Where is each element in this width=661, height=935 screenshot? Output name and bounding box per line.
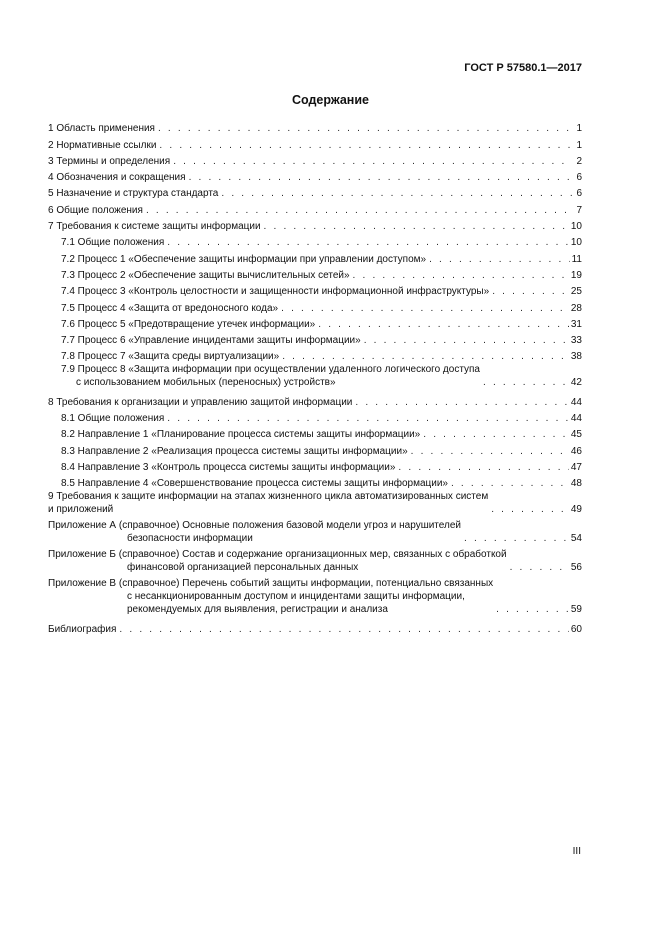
- toc-entry-label: [48, 490, 488, 516]
- toc-entry[interactable]: [48, 119, 582, 135]
- toc-entry-label: [61, 253, 426, 266]
- toc-entry[interactable]: [48, 315, 582, 331]
- toc-entry-page: 11: [571, 253, 582, 265]
- toc-leader-dots: [464, 532, 569, 545]
- toc-leader-dots: [167, 412, 569, 425]
- toc-entry-page: 10: [570, 237, 582, 249]
- toc-leader-dots: [423, 428, 569, 441]
- toc-entry-title: 9 Требования к защите информации на этапах жизненного цикла автоматизированных систем: [48, 491, 489, 503]
- toc-entry[interactable]: [48, 217, 582, 233]
- toc-entry[interactable]: [48, 409, 582, 425]
- toc-entry-label: [48, 122, 155, 135]
- toc-entry-title: 8.1 Общие положения: [61, 413, 165, 425]
- toc-entry[interactable]: [48, 548, 582, 577]
- toc-entry-label: [61, 269, 350, 282]
- toc-leader-dots: [483, 376, 569, 389]
- toc-entry-title: Приложение А (справочное) Основные положения базовой модели угроз и нарушителей: [48, 520, 461, 532]
- toc-entry-label: [48, 139, 156, 152]
- toc-entry-page: 25: [570, 286, 582, 298]
- toc-entry[interactable]: [48, 168, 582, 184]
- toc-entry-title: 8.5 Направление 4 «Совершенствование процесса системы защиты информации»: [61, 478, 448, 490]
- toc-entry-page: 48: [570, 478, 582, 490]
- toc-leader-dots: [491, 503, 569, 516]
- toc-entry-label: [48, 623, 116, 636]
- toc-entry[interactable]: [48, 200, 582, 216]
- toc-entry-title-continuation: и приложений: [48, 504, 114, 516]
- toc-entry-title: Приложение Б (справочное) Состав и содержание организационных мер, связанных с обработкой: [48, 549, 507, 561]
- toc-entry-title: 7.9 Процесс 8 «Защита информации при осуществлении удаленного логического доступа: [61, 364, 480, 376]
- toc-entry-page: 6: [576, 172, 582, 184]
- toc-leader-dots: [119, 623, 568, 636]
- toc-entry-page: 42: [570, 377, 582, 389]
- toc-entry-page: 44: [570, 413, 582, 425]
- toc-leader-dots: [189, 171, 572, 184]
- toc-entry[interactable]: [48, 282, 582, 298]
- toc-entry-label: [48, 171, 186, 184]
- toc-leader-dots: [429, 253, 570, 266]
- toc-leader-dots: [353, 269, 569, 282]
- toc-entry-title: 7.6 Процесс 5 «Предотвращение утечек информации»: [61, 318, 316, 330]
- toc-entry[interactable]: [48, 233, 582, 249]
- toc-entry[interactable]: [48, 519, 582, 548]
- toc-entry-page: 59: [570, 604, 582, 616]
- toc-entry-label: [61, 363, 480, 389]
- toc-entry-label: [48, 548, 507, 574]
- toc-entry-title: 8.4 Направление 3 «Контроль процесса системы защиты информации»: [61, 461, 396, 473]
- toc-entry-label: [61, 350, 279, 363]
- toc-entry-label: [48, 519, 461, 545]
- toc-leader-dots: [451, 477, 569, 490]
- toc-entry-title-continuation: с использованием мобильных (переносных) устройств»: [76, 377, 336, 389]
- toc-entry-title-continuation: рекомендуемых для выявления, регистрации и анализа: [127, 604, 388, 616]
- toc-entry-title: 2 Нормативные ссылки: [48, 139, 157, 151]
- toc-entry[interactable]: [48, 490, 582, 519]
- toc-leader-dots: [411, 445, 569, 458]
- toc-entry-label: [61, 285, 489, 298]
- toc-leader-dots: [318, 318, 569, 331]
- toc-entry-title: 1 Область применения: [48, 123, 155, 135]
- toc-entry-title: 3 Термины и определения: [48, 155, 171, 167]
- toc-entry-label: [61, 477, 448, 490]
- toc-entry-label: [61, 318, 315, 331]
- toc-entry-title: 4 Обозначения и сокращения: [48, 172, 186, 184]
- toc-entry[interactable]: [48, 474, 582, 490]
- toc-entry[interactable]: [48, 619, 582, 635]
- toc-entry[interactable]: [48, 441, 582, 457]
- toc-entry[interactable]: [48, 363, 582, 392]
- table-of-contents: [48, 119, 582, 636]
- toc-entry-title: Библиография: [48, 623, 117, 635]
- toc-entry[interactable]: [48, 347, 582, 363]
- toc-entry-page: 44: [570, 396, 582, 408]
- toc-entry-label: [48, 577, 493, 616]
- toc-leader-dots: [364, 334, 569, 347]
- toc-leader-dots: [159, 139, 572, 152]
- toc-entry-title: 8 Требования к организации и управлению защитой информации: [48, 396, 353, 408]
- toc-leader-dots: [167, 236, 569, 249]
- toc-leader-dots: [158, 122, 572, 135]
- toc-entry-page: 19: [570, 269, 582, 281]
- toc-leader-dots: [173, 155, 572, 168]
- toc-entry-label: [48, 187, 218, 200]
- toc-entry-label: [61, 412, 164, 425]
- toc-entry-title-continuation: безопасности информации: [127, 533, 253, 545]
- toc-entry-title: 7.2 Процесс 1 «Обеспечение защиты информации при управлении доступом»: [61, 253, 427, 265]
- toc-entry[interactable]: [48, 331, 582, 347]
- toc-entry-title: 7.7 Процесс 6 «Управление инцидентами защиты информации»: [61, 335, 361, 347]
- toc-entry-page: 47: [570, 461, 582, 473]
- toc-entry-label: [61, 302, 278, 315]
- toc-entry[interactable]: [48, 425, 582, 441]
- toc-entry[interactable]: [48, 392, 582, 408]
- toc-entry-title: 7.5 Процесс 4 «Защита от вредоносного кода»: [61, 302, 279, 314]
- toc-entry[interactable]: [48, 135, 582, 151]
- toc-entry-page: 46: [570, 445, 582, 457]
- toc-leader-dots: [264, 220, 569, 233]
- toc-entry-title: 7.4 Процесс 3 «Контроль целостности и защищенности информационной инфраструктуры»: [61, 286, 490, 298]
- toc-entry-page: 33: [570, 335, 582, 347]
- toc-leader-dots: [510, 561, 569, 574]
- toc-leader-dots: [398, 461, 568, 474]
- toc-entry-label: [61, 334, 361, 347]
- toc-entry-title-continuation: с несанкционированным доступом и инцидентами защиты информации,: [127, 591, 465, 603]
- toc-entry-page: 54: [570, 533, 582, 545]
- toc-leader-dots: [282, 350, 569, 363]
- toc-entry[interactable]: [48, 152, 582, 168]
- toc-entry-label: [48, 220, 261, 233]
- toc-entry-page: 10: [570, 221, 582, 233]
- toc-entry-title: 8.2 Направление 1 «Планирование процесса системы защиты информации»: [61, 429, 421, 441]
- toc-entry-label: [61, 445, 408, 458]
- toc-entry[interactable]: [48, 249, 582, 265]
- page-title: Содержание: [291, 93, 369, 107]
- toc-entry-title-continuation: финансовой организацией персональных данных: [127, 562, 359, 574]
- toc-entry-label: [48, 396, 352, 409]
- toc-entry-page: 31: [570, 318, 582, 330]
- toc-entry-label: [61, 236, 164, 249]
- page-number: III: [572, 846, 581, 857]
- toc-entry-title: 6 Общие положения: [48, 204, 143, 216]
- toc-leader-dots: [496, 603, 569, 616]
- toc-entry[interactable]: [48, 266, 582, 282]
- toc-entry-title: 7.1 Общие положения: [61, 237, 165, 249]
- toc-entry-page: 7: [576, 204, 582, 216]
- toc-entry-page: 28: [570, 302, 582, 314]
- toc-entry[interactable]: [48, 184, 582, 200]
- toc-entry-label: [48, 155, 170, 168]
- toc-leader-dots: [281, 302, 569, 315]
- toc-entry[interactable]: [48, 577, 582, 619]
- toc-entry-title: 7 Требования к системе защиты информации: [48, 221, 261, 233]
- toc-entry-page: 45: [570, 429, 582, 441]
- toc-entry-page: 1: [576, 139, 582, 151]
- toc-entry-title: 8.3 Направление 2 «Реализация процесса системы защиты информации»: [61, 445, 408, 457]
- toc-entry-label: [48, 204, 143, 217]
- toc-entry-page: 56: [570, 562, 582, 574]
- toc-entry-title: 7.8 Процесс 7 «Защита среды виртуализации»: [61, 351, 280, 363]
- toc-entry-label: [61, 428, 420, 441]
- toc-entry-label: [61, 461, 395, 474]
- toc-entry-page: 1: [576, 123, 582, 135]
- toc-entry-page: 2: [576, 155, 582, 167]
- toc-entry-page: 49: [570, 504, 582, 516]
- toc-leader-dots: [146, 204, 572, 217]
- toc-entry-title: 7.3 Процесс 2 «Обеспечение защиты вычислительных сетей»: [61, 269, 350, 281]
- toc-entry-page: 6: [576, 188, 582, 200]
- toc-leader-dots: [355, 396, 569, 409]
- toc-entry-title: 5 Назначение и структура стандарта: [48, 188, 219, 200]
- toc-leader-dots: [492, 285, 569, 298]
- toc-entry-page: 38: [570, 351, 582, 363]
- toc-leader-dots: [221, 187, 572, 200]
- toc-entry-page: 60: [570, 623, 582, 635]
- document-code: ГОСТ Р 57580.1—2017: [464, 62, 582, 74]
- toc-entry[interactable]: [48, 458, 582, 474]
- toc-entry[interactable]: [48, 298, 582, 314]
- toc-entry-title: Приложение В (справочное) Перечень событий защиты информации, потенциально связанных: [48, 578, 494, 590]
